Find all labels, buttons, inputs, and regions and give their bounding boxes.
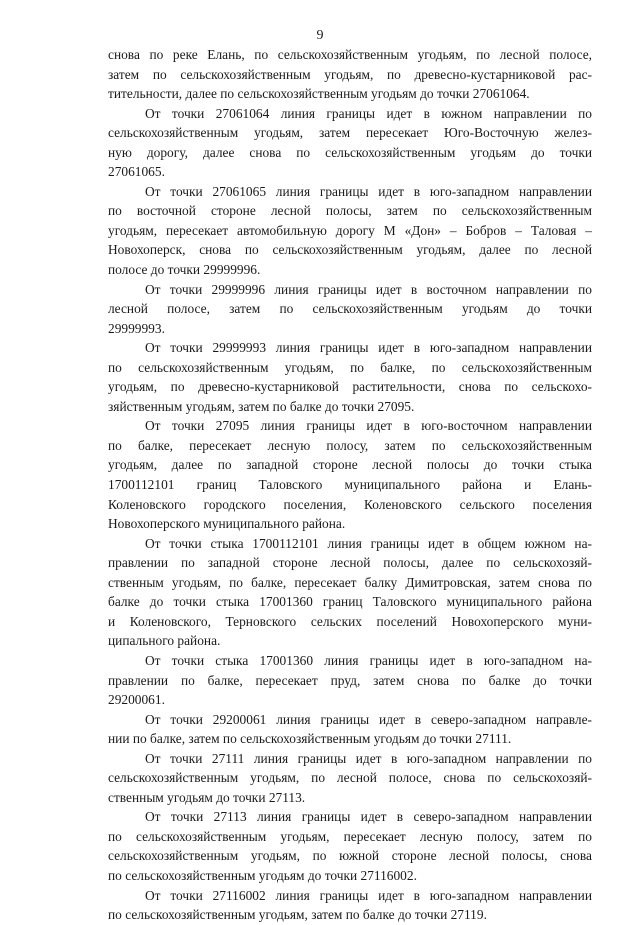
paragraph-line: по балке, пересекает лесную полосу, затем по сельскохозяйственным: [108, 437, 592, 453]
paragraph-line: 1700112101 границ Таловского муниципального района и Елань-: [108, 477, 592, 493]
paragraph-line: по восточной стороне лесной полосы, затем по сельскохозяйственным: [108, 203, 592, 219]
paragraph-line: 29200061.: [108, 692, 165, 708]
paragraph-line: От точки 27061065 линия границы идет в юго-западном направлении: [145, 183, 592, 199]
paragraph: [108, 182, 592, 280]
paragraph-line: нии по балке, затем по сельскохозяйственным угодьям до точки 27111.: [108, 731, 512, 747]
paragraph: [108, 280, 592, 339]
paragraph-line: 29999993.: [108, 320, 165, 336]
document-body: [108, 45, 592, 925]
paragraph-line: зяйственным угодьям, затем по балке до точки 27095.: [108, 398, 415, 414]
paragraph-line: От точки 29200061 линия границы идет в северо-западном направле-: [145, 711, 592, 727]
paragraph-line: ную дорогу, далее снова по сельскохозяйственным угодьям до точки: [108, 144, 592, 160]
paragraph-line: Новохоперского муниципального района.: [108, 516, 346, 532]
paragraph-line: сельскохозяйственным угодьям, затем пересекает Юго-Восточную желез-: [108, 125, 592, 141]
paragraph-line: От точки стыка 1700112101 линия границы идет в общем южном на-: [145, 535, 592, 551]
paragraph-line: затем по сельскохозяйственным угодьям, по древесно-кустарниковой рас-: [108, 66, 592, 82]
paragraph-line: Коленовского городского поселения, Коленовского сельского поселения: [108, 496, 592, 512]
page-number: 9: [316, 28, 324, 43]
paragraph-line: тительности, далее по сельскохозяйственным угодьям до точки 27061064.: [108, 86, 530, 102]
paragraph: [108, 886, 592, 925]
paragraph-line: сельскохозяйственным угодьям, по южной стороне лесной полосы, снова: [108, 848, 592, 864]
paragraph-line: по сельскохозяйственным угодьям, по балке, по сельскохозяйственным: [108, 359, 592, 375]
paragraph-line: по сельскохозяйственным угодьям, затем по балке до точки 27119.: [108, 907, 487, 923]
paragraph-line: От точки 29999993 линия границы идет в юго-западном направлении: [145, 340, 592, 356]
paragraph-line: ственным угодьям до точки 27113.: [108, 789, 306, 805]
paragraph: [108, 338, 592, 416]
paragraph-line: От точки 29999996 линия границы идет в восточном направлении по: [145, 281, 592, 297]
paragraph-line: От точки 27116002 линия границы идет в юго-западном направлении: [145, 887, 592, 903]
paragraph: [108, 416, 592, 533]
paragraph-line: От точки стыка 17001360 линия границы идет в юго-западном на-: [145, 652, 592, 668]
paragraph-line: угодьям, пересекает автомобильную дорогу М «Дон» – Бобров – Таловая –: [108, 222, 592, 238]
paragraph-line: ственным угодьям, по балке, пересекает балку Димитровская, затем снова по: [108, 574, 592, 590]
paragraph: [108, 710, 592, 749]
paragraph: [108, 807, 592, 885]
paragraph-line: по сельскохозяйственным угодьям, пересекает лесную полосу, затем по: [108, 828, 592, 844]
paragraph-line: От точки 27113 линия границы идет в северо-западном направлении: [145, 809, 592, 825]
paragraph-line: лесной полосе, затем по сельскохозяйственным угодьям до точки: [108, 301, 592, 317]
paragraph-line: правлении по балке, пересекает пруд, затем снова по балке до точки: [108, 672, 592, 688]
paragraph-line: От точки 27111 линия границы идет в юго-западном направлении по: [145, 750, 592, 766]
paragraph-line: От точки 27095 линия границы идет в юго-восточном направлении: [145, 418, 592, 434]
paragraph: [108, 749, 592, 808]
paragraph: [108, 104, 592, 182]
paragraph-line: угодьям, по древесно-кустарниковой растительности, снова по сельскохо-: [108, 379, 592, 395]
paragraph-line: по сельскохозяйственным угодьям до точки 27116002.: [108, 867, 417, 883]
paragraph-line: От точки 27061064 линия границы идет в южном направлении по: [145, 105, 592, 121]
paragraph-line: сельскохозяйственным угодьям, по лесной полосе, снова по сельскохозяй-: [108, 770, 592, 786]
paragraph-line: балке до точки стыка 17001360 границ Таловского муниципального района: [108, 594, 592, 610]
paragraph-line: угодьям, далее по западной стороне лесной полосы до точки стыка: [108, 457, 592, 473]
paragraph: [108, 651, 592, 710]
paragraph-line: снова по реке Елань, по сельскохозяйственным угодьям, по лесной полосе,: [108, 47, 592, 62]
paragraph-line: и Коленовского, Терновского сельских поселений Новохоперского муни-: [108, 613, 592, 629]
paragraph: [108, 45, 592, 104]
paragraph-line: правлении по западной стороне лесной полосы, далее по сельскохозяй-: [108, 555, 592, 571]
paragraph-line: 27061065.: [108, 164, 165, 180]
paragraph: [108, 534, 592, 651]
paragraph-line: полосе до точки 29999996.: [108, 262, 261, 278]
paragraph-line: ципального района.: [108, 633, 221, 649]
paragraph-line: Новохоперск, снова по сельскохозяйственным угодьям, далее по лесной: [108, 242, 592, 258]
